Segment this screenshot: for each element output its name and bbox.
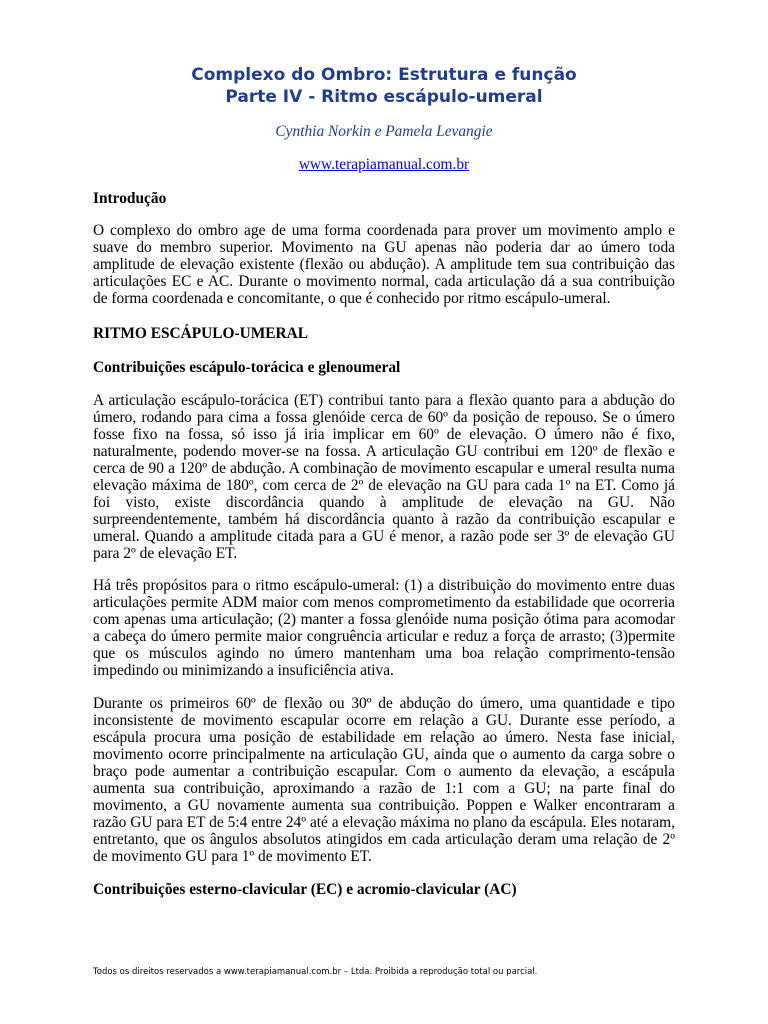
title-line-1: Complexo do Ombro: Estrutura e função [191,65,577,85]
website-link[interactable]: www.terapiamanual.com.br [298,155,470,173]
intro-heading: Introdução [93,189,167,207]
section-heading-rhythm: RITMO ESCÁPULO-UMERAL [93,324,309,342]
body-paragraph: Há três propósitos para o ritmo escápulo-umeral: (1) a distribuição do movimento entre duas articulações permite ADM maior com menos comprometimento da estabilidade que ocorreria com apenas uma articulação; (2) manter a fossa glenóide numa posição ótima para acomodar a cabeça do úmero permite maior congruência articular e reduz a força de arrasto; (3)permite que os músculos agindo no úmero mantenham uma boa relação comprimento-tensão impedindo ou minimizando a insuficiência ativa. [93,576,675,679]
page-footer: Todos os direitos reservados a www.terapiamanual.com.br – Ltda. Proibida a reprodução total ou parcial. [93,967,538,977]
authors: Cynthia Norkin e Pamela Levangie [275,122,493,140]
body-paragraph: Durante os primeiros 60º de flexão ou 30º de abdução do úmero, uma quantidade e tipo inconsistente de movimento escapular ocorre em relação a GU. Durante esse período, a escápula procura uma posição de estabilidade em relação ao úmero. Nesta fase inicial, movimento ocorre principalmente na articulação GU, ainda que o aumento da carga sobre o braço pode aumentar a contribuição escapular. Com o aumento da elevação, a escápula aumenta sua contribuição, aproximando a razão de 1:1 com a GU; na parte final do movimento, a GU novamente aumenta sua contribuição. Poppen e Walker encontraram a razão GU para ET de 5:4 entre 24º até a elevação máxima no plano da escápula. Eles notaram, entretanto, que os ângulos absolutos atingidos em cada articulação deram uma relação de 2º de movimento GU para 1º de movimento ET. [93,694,675,865]
body-paragraph: A articulação escápulo-torácica (ET) contribui tanto para a flexão quanto para a abdução do úmero, rodando para cima a fossa glenóide cerca de 60º da posição de repouso. Se o úmero fosse fixo na fossa, só isso já iria implicar em 60º de elevação. O úmero não é fixo, naturalmente, podendo mover-se na fossa. A articulação GU contribui em 120º de flexão e cerca de 90 a 120º de abdução. A combinação de movimento escapular e umeral resulta numa elevação máxima de 180º, com cerca de 2º de elevação na GU para cada 1º na ET. Como já foi visto, existe discordância quando à amplitude de elevação na GU. Não surpreendentemente, também há discordância quanto à razão da contribuição escapular e umeral. Quando a amplitude citada para a GU é menor, a razão pode ser 3º de elevação GU para 2º de elevação ET. [93,391,675,562]
document-content [93,64,675,898]
subheading-sternoclavicular: Contribuições esterno-clavicular (EC) e acromio-clavicular (AC) [93,880,517,898]
document-title [93,64,675,108]
title-line-2: Parte IV - Ritmo escápulo-umeral [225,87,543,107]
intro-paragraph: O complexo do ombro age de uma forma coordenada para prover um movimento amplo e suave do membro superior. Movimento na GU apenas não poderia dar ao úmero toda amplitude de elevação existente (flexão ou abdução). A amplitude tem sua contribuição das articulações EC e AC. Durante o movimento normal, cada articulação dá a sua contribuição de forma coordenada e concomitante, o que é conhecido por ritmo escápulo-umeral. [93,221,675,307]
subheading-scapulothoracic: Contribuições escápulo-torácica e glenoumeral [93,358,401,376]
website-line [93,156,675,173]
